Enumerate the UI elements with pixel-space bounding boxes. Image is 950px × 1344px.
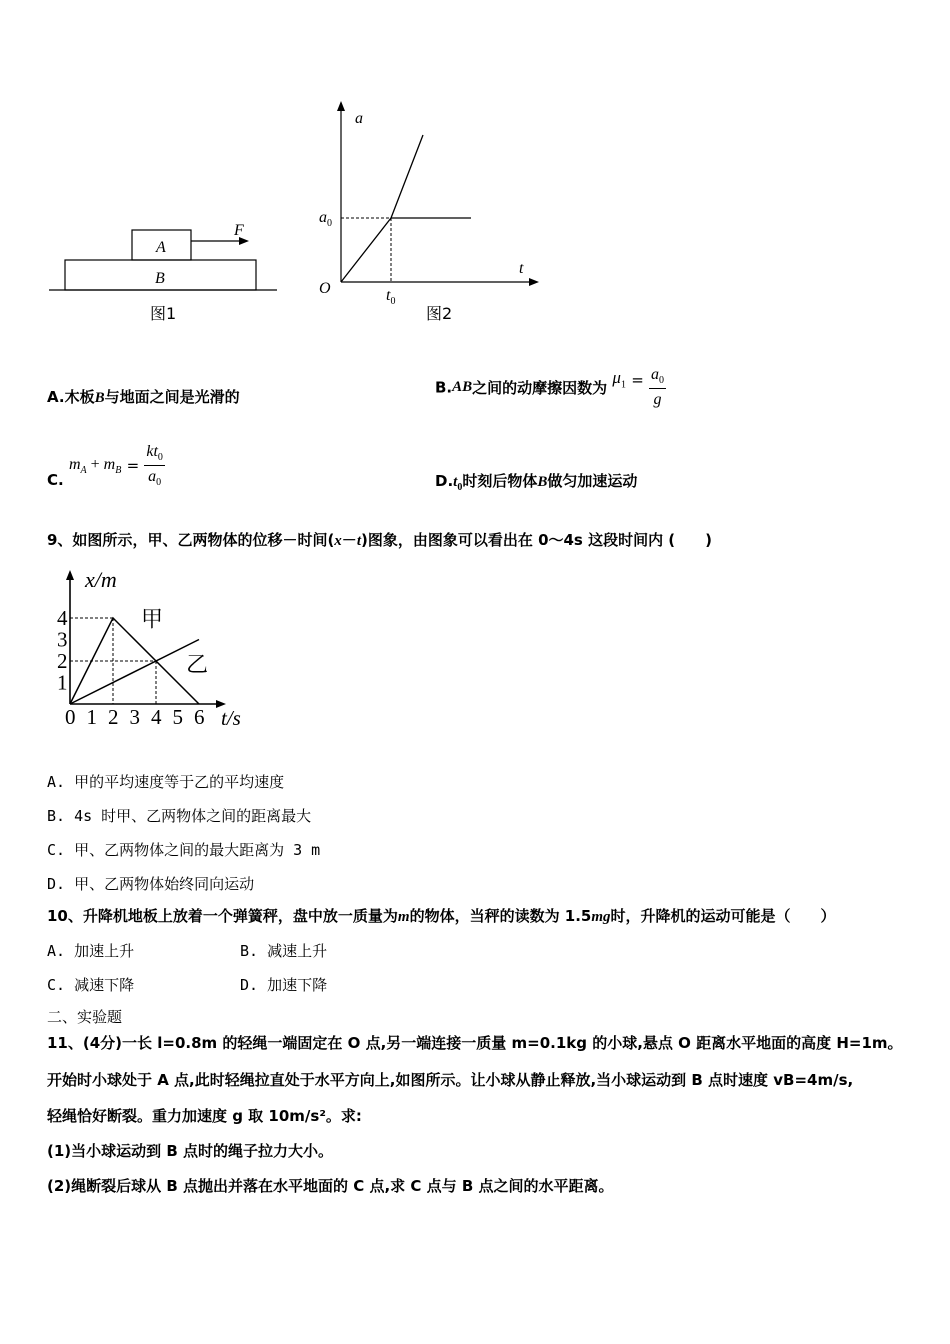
y-axis-arrow xyxy=(66,570,74,580)
option-a-text: 与地面之间是光滑的 xyxy=(104,388,240,406)
q11-line-2: 开始时小球处于 A 点,此时轻绳拉直处于水平方向上,如图所示。让小球从静止释放,当小球运动到 B 点时速度 vB=4m/s, xyxy=(47,1071,854,1089)
x-axis-label: t/s xyxy=(221,706,241,730)
x-tick-label: 5 xyxy=(172,705,183,729)
option-d-var2: B xyxy=(537,474,548,490)
series-label-jia: 甲 xyxy=(140,606,163,632)
q11-sub-2: (2)绳断裂后球从 B 点抛出并落在水平地面的 C 点,求 C 点与 B 点之间的水平距离。 xyxy=(47,1177,614,1195)
origin-label: O xyxy=(319,280,331,297)
q11-line-3: 轻绳恰好断裂。重力加速度 g 取 10m/s²。求: xyxy=(47,1107,362,1125)
q8-option-c xyxy=(47,443,165,488)
equals-sign-c: = xyxy=(126,456,140,475)
x-tick-label: 6 xyxy=(194,705,205,729)
q9-option-b: B. 4s 时甲、乙两物体之间的距离最大 xyxy=(47,807,312,825)
t-axis-label: t xyxy=(519,260,524,277)
x-tick-label: 4 xyxy=(151,705,162,729)
q11-sub-1: (1)当小球运动到 B 点时的绳子拉力大小。 xyxy=(47,1142,334,1160)
series-line-1 xyxy=(70,618,199,704)
block-b-label: B xyxy=(155,270,165,287)
equals-sign: = xyxy=(631,370,644,389)
q10-option-a: A. 加速上升 xyxy=(47,942,135,960)
q11-line-1: 11、(4分)一长 l=0.8m 的轻绳一端固定在 O 点,另一端连接一质量 m=0.1kg 的小球,悬点 O 距离水平地面的高度 H=1m。 xyxy=(47,1034,903,1052)
x-tick-label: 2 xyxy=(108,705,119,729)
q9-option-c: C. 甲、乙两物体之间的最大距离为 3 m xyxy=(47,841,321,859)
q8-option-b xyxy=(435,366,666,409)
option-d-text: 时刻后物体 xyxy=(462,472,538,490)
mass-fraction: $\frac{kt_0}{a_0}$ xyxy=(146,443,163,489)
section-heading: 二、实验题 xyxy=(47,1008,123,1026)
q10-option-b: B. 减速上升 xyxy=(240,942,328,960)
q8-option-d xyxy=(435,470,637,493)
x-tick-label: 3 xyxy=(129,705,140,729)
block-a-label: A xyxy=(156,239,166,256)
option-b-var: AB xyxy=(452,379,473,396)
y-tick-label: 2 xyxy=(57,649,68,673)
t0-label: $t_0$ xyxy=(386,287,396,307)
option-d-prefix: D. xyxy=(435,472,454,490)
option-d-text2: 做匀加速运动 xyxy=(547,472,638,490)
q10-stem: 10、升降机地板上放着一个弹簧秤，盘中放一质量为m的物体，当秤的读数为 1.5mg时，升降机的运动可能是（ ） xyxy=(47,907,836,925)
q10-option-d: D. 加速下降 xyxy=(240,976,328,994)
figure-2 xyxy=(310,95,550,335)
mu-symbol: $\mu_1$ xyxy=(612,368,626,391)
a-axis-arrow xyxy=(337,101,345,111)
option-b-text: 之间的动摩擦因数为 xyxy=(472,379,608,398)
series-label-yi: 乙 xyxy=(186,651,209,677)
option-b-prefix: B. xyxy=(435,378,453,397)
curve-segment-2 xyxy=(391,135,423,218)
option-a-var: B xyxy=(94,390,105,406)
fig2-caption: 图2 xyxy=(426,304,453,323)
mu-fraction: $\frac{a_0}{g}$ xyxy=(651,366,664,409)
series-line-2 xyxy=(70,640,199,705)
fig1-caption: 图1 xyxy=(150,304,177,323)
xt-chart xyxy=(55,565,255,740)
q9-option-d: D. 甲、乙两物体始终同向运动 xyxy=(47,875,255,893)
force-label: F xyxy=(234,222,244,239)
option-c-prefix: C. xyxy=(47,470,64,489)
q9-option-a: A. 甲的平均速度等于乙的平均速度 xyxy=(47,773,285,791)
q10-option-c: C. 减速下降 xyxy=(47,976,135,994)
x-tick-label: 0 xyxy=(65,705,76,729)
y-axis-label: x/m xyxy=(85,567,117,592)
y-tick-label: 1 xyxy=(57,670,68,695)
option-d-var: $t_0$ xyxy=(453,474,463,493)
y-tick-label: 3 xyxy=(57,627,68,652)
x-tick-label: 1 xyxy=(86,705,97,729)
curve-segment-1 xyxy=(341,218,471,282)
a0-label: $a_0$ xyxy=(319,209,332,229)
y-tick-label: 4 xyxy=(57,606,68,630)
q9-stem: 9、如图所示，甲、乙两物体的位移－时间(x－t)图象，由图象可以看出在 0～4s 这段时间内 ( ) xyxy=(47,531,713,549)
t-axis-arrow xyxy=(529,278,539,286)
mass-sum: $m_A + m_B$ xyxy=(68,455,122,476)
option-a-prefix: A.木板 xyxy=(47,388,95,406)
q8-option-a xyxy=(47,386,240,407)
figure-1 xyxy=(45,215,285,335)
a-axis-label: a xyxy=(355,110,363,127)
